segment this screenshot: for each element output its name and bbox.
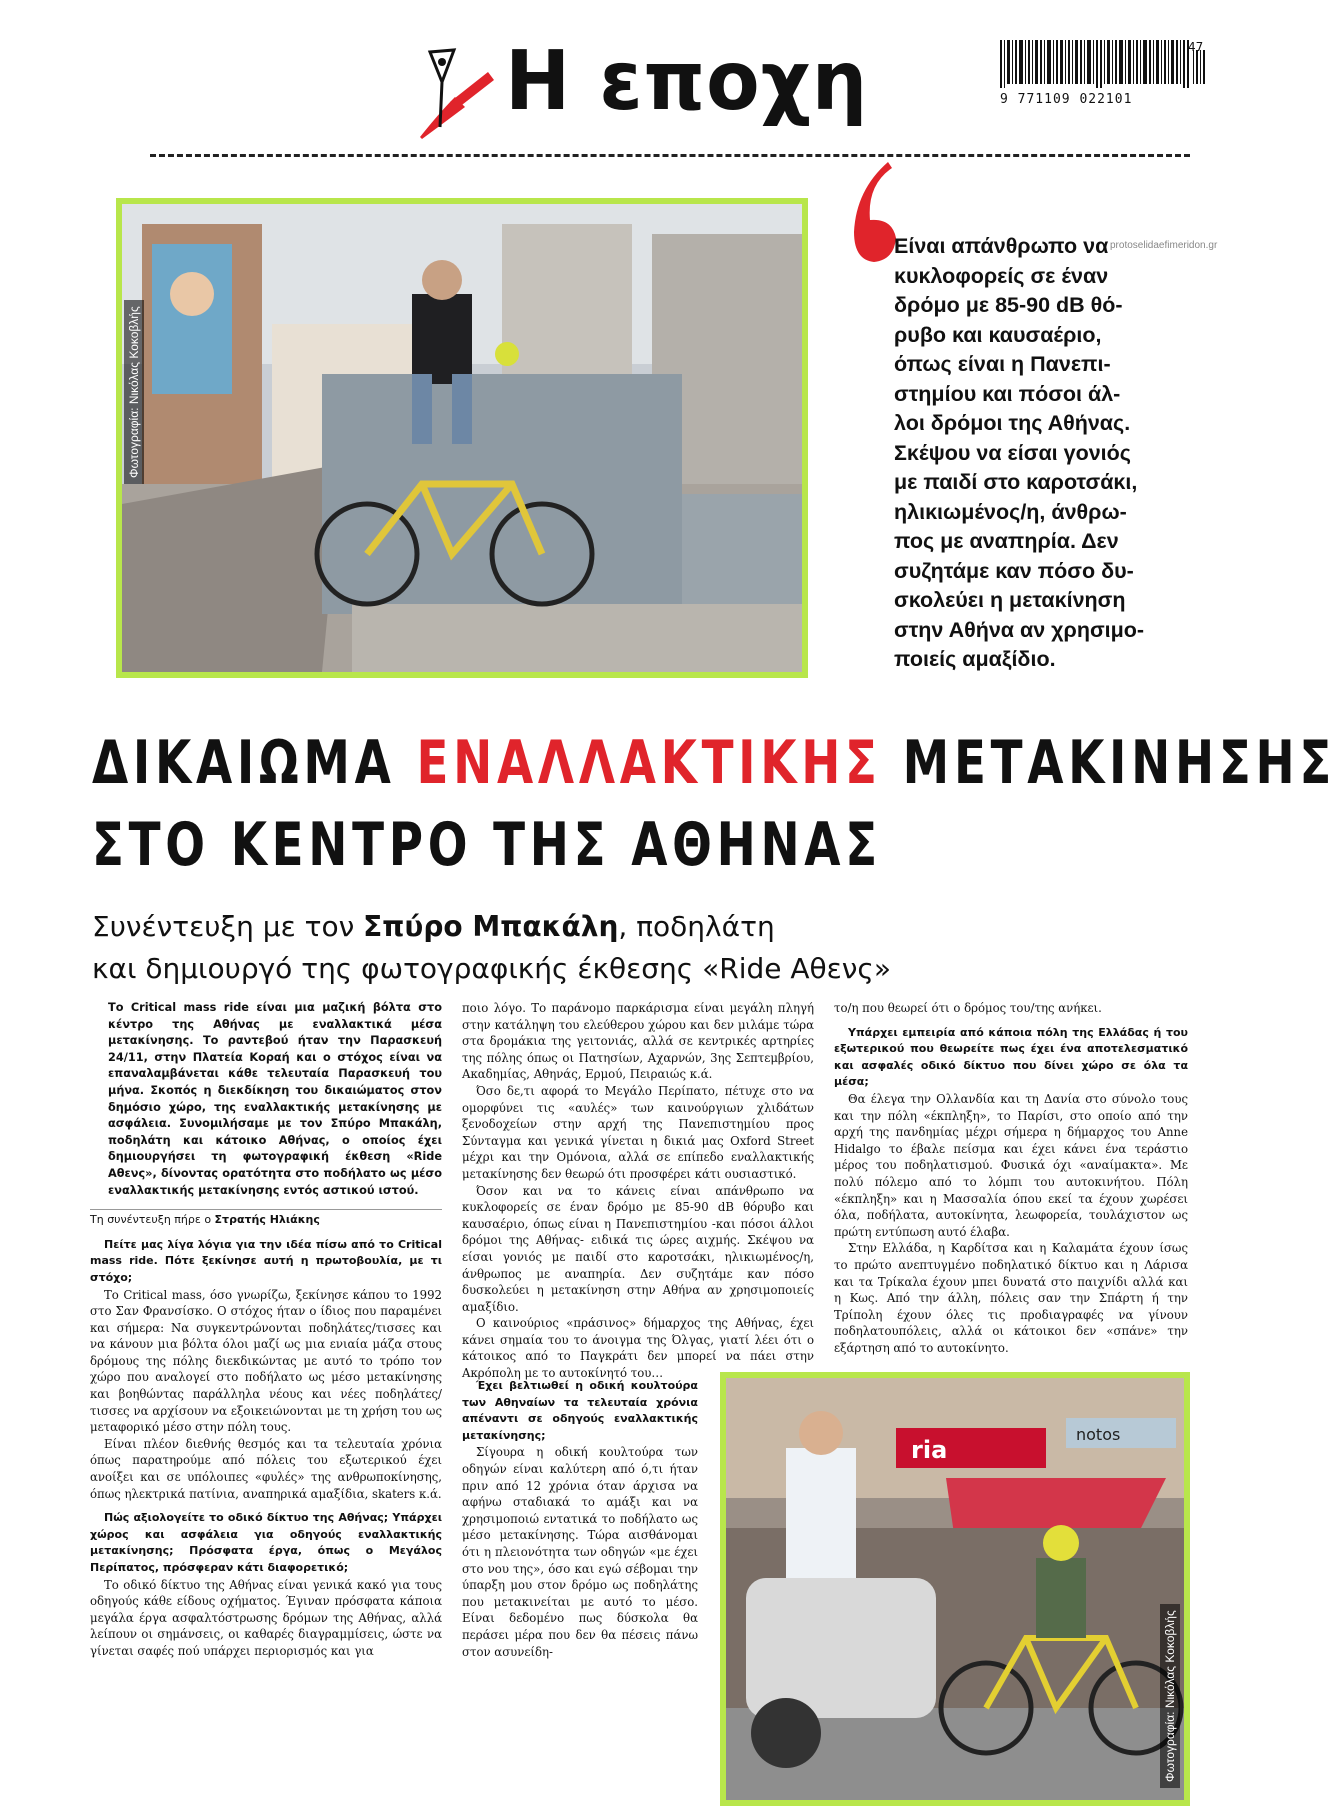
pull-quote-line: Είναι απάνθρωπο να <box>894 234 1109 258</box>
article-column-2-top <box>462 1000 814 1382</box>
question: Υπάρχει εμπειρία από κάποια πόλη της Ελλάδας ή του εξωτερικού που θεωρείτε πως έχει ένα αποτελεσματικό και ασφαλές οδικό δίκτυο που δίνει χώρο σε όλα τα μέσα; <box>834 1025 1188 1089</box>
headline-line-2: ΣΤΟ ΚΕΝΤΡΟ ΤΗΣ ΑΘΗΝΑΣ <box>92 810 882 880</box>
answer-paragraph: Θα έλεγα την Ολλανδία και τη Δανία στο σύνολο τους και την πόλη «έκπληξη», το Παρίσι, στο οποίο από την αρχή της πανδημίας μέχρι σήμερα η δήμαρχος του Anne Hidalgo το έβαλε πείσμα και έχει κάνει ένα τεράστιο μέρος του ποδηλατισμού. Φυσικά όχι «αναίμακτα». Με πολύ πόλεμο από το λόμπι του αυτοκινήτου. Πόλη «έκπληξη» και η Μασσαλία όπου εκεί τα έχουν χωρέσει όλα, ποδήλατα, αυτοκίνητα, λεωφορεία, τουλάχιστον ως πρώτη εντύπωση αυτό έλαβα. <box>834 1091 1188 1239</box>
top-photo-credit: Φωτογραφία: Νικόλας Κοκοβλής <box>124 300 144 484</box>
article-column-1 <box>90 1000 442 1660</box>
question: Πώς αξιολογείτε το οδικό δίκτυο της Αθήνας; Υπάρχει χώρος και ασφάλεια για οδηγούς εναλλακτικής μετακίνησης; Πρόσφατα έργα, όπως ο Μεγάλος Περίπατος, πρόσφεραν κάτι διαφορετικό; <box>90 1511 442 1574</box>
store-sign: ria <box>911 1436 948 1464</box>
article-column-3 <box>834 1000 1188 1356</box>
headline <box>92 722 1336 886</box>
pull-quote-line: πος με αναπηρία. Δεν <box>894 529 1119 553</box>
pull-quote-line: ποιείς αμαξίδιο. <box>894 647 1056 671</box>
masthead-title: Η εποχη <box>505 34 869 129</box>
top-photo <box>116 198 808 678</box>
pull-quote-line: δρόμο με 85-90 dB θό- <box>894 293 1123 317</box>
subheadline <box>92 906 1192 990</box>
store-sign: notos <box>1076 1425 1121 1444</box>
subhead-text: , ποδηλάτη <box>618 910 775 943</box>
pull-quote-line: συζητάμε καν πόσο δυ- <box>894 558 1134 583</box>
bottom-photo-credit: Φωτογραφία: Νικόλας Κοκοβλής <box>1160 1604 1180 1788</box>
pull-quote <box>894 232 1194 675</box>
byline-author: Στρατής Ηλιάκης <box>214 1213 320 1227</box>
headline-line-1 <box>92 722 1336 804</box>
answer-paragraph: Όσο δε,τι αφορά το Μεγάλο Περίπατο, πέτυχε στο να ομορφύνει τις «αυλές» των καινούργιων χλιδάτων ξενοδοχείων στην αρχή της Πανεπιστημίου προς Σύνταγμα και γενικά γίνεται η δικιά μας Oxford Street μέχρι και την Ομόνοια, αλλά σε επίπεδο εναλλακτικής μετακίνησης δεν θεωρώ ότι προσφέρει κάτι ουσιαστικό. <box>462 1083 814 1181</box>
masthead-logo-icon <box>410 42 500 142</box>
answer-paragraph: Ο καινούριος «πράσινος» δήμαρχος της Αθήνας, έχει κάνει σημαία του το άνοιγμα της Όλγας, γιατί λέει ότι ο κάτοικος από το Παγκράτι δεν μπορεί να πάει στην Ακρόπολη με το αυτοκίνητό του… <box>462 1316 814 1381</box>
pull-quote-line: όπως είναι η Πανεπι- <box>894 352 1111 376</box>
watermark: protoselidaefimeridon.gr <box>1110 240 1218 251</box>
pull-quote-line: ρυβο και καυσαέριο, <box>894 322 1102 347</box>
headline-part: ΔΙΚΑΙΩΜΑ <box>92 728 417 798</box>
barcode-number: 9 771109 022101 <box>1000 92 1133 107</box>
pull-quote-line: στην Αθήνα αν χρησιμο- <box>894 617 1145 642</box>
question: Έχει βελτιωθεί η οδική κουλτούρα των Αθηναίων τα τελευταία χρόνια απέναντι σε οδηγούς εναλλακτικής μετακίνησης; <box>462 1379 698 1442</box>
article-lead: Το Critical mass ride είναι μια μαζική βόλτα στο κέντρο της Αθήνας με εναλλακτικά μέσα μετακίνησης. Το ραντεβού ήταν την Παρασκευή 24/11, στην Πλατεία Κοραή και ο στόχος είναι να επαναλαμβάνεται κάθε τελευταία Παρασκευή του μήνα. Σκοπός η διεκδίκηση του δικαιώματος στον δημόσιο χώρο, της εναλλακτικής μετακίνησης με ασφάλεια. Συνομιλήσαμε με τον Σπύρο Μπακάλη, ποδηλάτη και κάτοικο Αθήνας, ο οποίος έχει δημιουργήσει τη φωτογραφική έκθεση «Ride Αθενς», δίνοντας ορατότητα στο ποδήλατο ως μέσο εναλλακτικής μετακίνησης εντός αστικού ιστού. <box>108 1001 442 1197</box>
barcode-icon <box>1000 40 1205 88</box>
answer-paragraph: Στην Ελλάδα, η Καρδίτσα και η Καλαμάτα έχουν ίσως το πρώτο ανεπτυγμένο ποδηλατικό δίκτυο και η Λάρισα και τα Τρίκαλα έχουν μπει δυνατά στο παιχνίδι αλλά και η Κως. Από την άλλη, πόλεις σαν την Σπάρτη ή την Τρίπολη έχουν όλες τις προδιαγραφές να γίνουν ποδηλατουπόλεις, αλλά οι κάτοικοι δεν «σπάνε» την εξάρτηση από το αυτοκίνητο. <box>834 1241 1188 1355</box>
pull-quote-line: σκολεύει η μετακίνηση <box>894 588 1126 612</box>
pull-quote-line: με παιδί στο καροτσάκι, <box>894 470 1138 494</box>
pull-quote-line: Σκέψου να είσαι γονιός <box>894 440 1131 465</box>
pull-quote-line: ηλικιωμένος/η, άνθρω- <box>894 499 1127 524</box>
article-column-2-bottom <box>462 1378 698 1660</box>
pull-quote-line: κυκλοφορείς σε έναν <box>894 263 1109 288</box>
byline <box>90 1209 442 1229</box>
answer-paragraph: Είναι πλέον διεθνής θεσμός και τα τελευταία χρόνια όπως παρατηρούμε από πόλεις του εξωτερικού έχει ανοίξει και σε υπόλοιπες «φυλές» της ανθρωποκίνησης, όπως ηλεκτρικά πατίνια, αναπηρικά αμαξίδια, skaters κ.ά. <box>90 1436 442 1501</box>
answer-paragraph: Σίγουρα η οδική κουλτούρα των οδηγών είναι καλύτερη από ό,τι ήταν πριν από 12 χρόνια όταν άρχισα να αφήνω σταδιακά το αμάξι και να χρησιμοποιώ εντατικά το ποδήλατο ως μέσο μετακίνησης. Τώρα αισθάνομαι ότι η πλειονότητα των οδηγών «με έχει στο νου της», όσο και εγώ σέβομαι την ύπαρξη μου στον δρόμο ως ποδηλάτης που μετακινείται με αυτό το μέσο. Είναι δεδομένο πως δύσκολα θα περάσει μέρα που δεν θα πέσεις πάνω στον ασυνείδη- <box>462 1445 698 1659</box>
subhead-line-2: και δημιουργό της φωτογραφικής έκθεσης «Ride Αθενς» <box>92 952 891 985</box>
answer-paragraph: Όσον και να το κάνεις είναι απάνθρωπο να κυκλοφορείς σε έναν δρόμο με 85-90 dB θόρυβο και καυσαέριο, όπως είναι η Πανεπιστημίου -και πόσοι άλλοι δρόμοι της Αθήνας- ειδικά τις ώρες αιχμής. Σκέψου να είσαι γονιός με παιδί στο καροτσάκι, ηλικιωμένος/η, άνθρωπος με αναπηρία. Δεν συζητάμε καν πόσο δυσκολεύει η μετακίνηση στην Αθήνα αν χρησιμοποιείς αμαξίδιο. <box>462 1183 814 1314</box>
subhead-name: Σπύρο Μπακάλη <box>363 910 619 943</box>
answer-paragraph: Το Critical mass, όσο γνωρίζω, ξεκίνησε κάπου το 1992 στο Σαν Φρανσίσκο. Ο στόχος ήταν ο ίδιος που παραμένει και σήμερα: Να συγκεντρώνονται ποδηλάτες/τισσες και να κάνουν μια βόλτα όλοι μαζί ως μια ενιαία μάζα στους δρόμους της πόλης διεκδικώντας με αυτό το τρόπο τον χώρο που αναλογεί στο ποδήλατο ως μέσο μετακίνησης και βοηθώντας παράλληλα νέους και νέες ποδηλάτες/τισσες να αρχίσουν να εξοικειώνονται με τη χρήση του ως μεταφορικό μέσο στην πόλη τους. <box>90 1287 442 1435</box>
question: Πείτε μας λίγα λόγια για την ιδέα πίσω από το Critical mass ride. Πότε ξεκίνησε αυτή η πρωτοβουλία, με τι στόχο; <box>90 1237 442 1284</box>
bottom-photo <box>720 1372 1190 1806</box>
answer-paragraph: ποιο λόγο. Το παράνομο παρκάρισμα είναι μεγάλη πληγή στην κατάληψη του ελεύθερου χώρου και δεν μιλάμε τώρα στα δρομάκια της γειτονιάς, αλλά σε κεντρικές αρτηρίες της πόλης όπως οι Πατησίων, Αχαρνών, 3ης Σεπτεμβρίου, Ακαδημίας, Αθηνάς, Ερμού, Πειραιώς κ.ά. <box>462 1001 814 1082</box>
byline-text: Τη συνέντευξη πήρε ο <box>90 1213 215 1227</box>
masthead-divider <box>150 154 1190 157</box>
headline-part: ΜΕΤΑΚΙΝΗΣΗΣ <box>881 728 1336 798</box>
answer-paragraph: Το οδικό δίκτυο της Αθήνας είναι γενικά κακό για τους οδηγούς κάθε είδους οχήματος. Έγιναν πρόσφατα κάποια μεγάλα έργα ασφαλτόστρωσης δρόμων της Αθήνας, αλλά λείπουν οι σημάνσεις, οι καθαρές διαγραμμίσεις, ώστε να γίνεται σαφές πού υπάρχει περιορισμός και για <box>90 1577 442 1658</box>
pull-quote-line: στημίου και πόσοι άλ- <box>894 381 1121 406</box>
headline-red-word: ΕΝΑΛΛΑΚΤΙΚΗΣ <box>416 728 882 798</box>
subhead-text: Συνέντευξη με τον <box>92 910 364 943</box>
issue-number: 47 <box>1188 40 1204 54</box>
pull-quote-line: λοι δρόμοι της Αθήνας. <box>894 411 1131 435</box>
answer-paragraph: το/η που θεωρεί ότι ο δρόμος του/της ανήκει. <box>834 1001 1102 1015</box>
